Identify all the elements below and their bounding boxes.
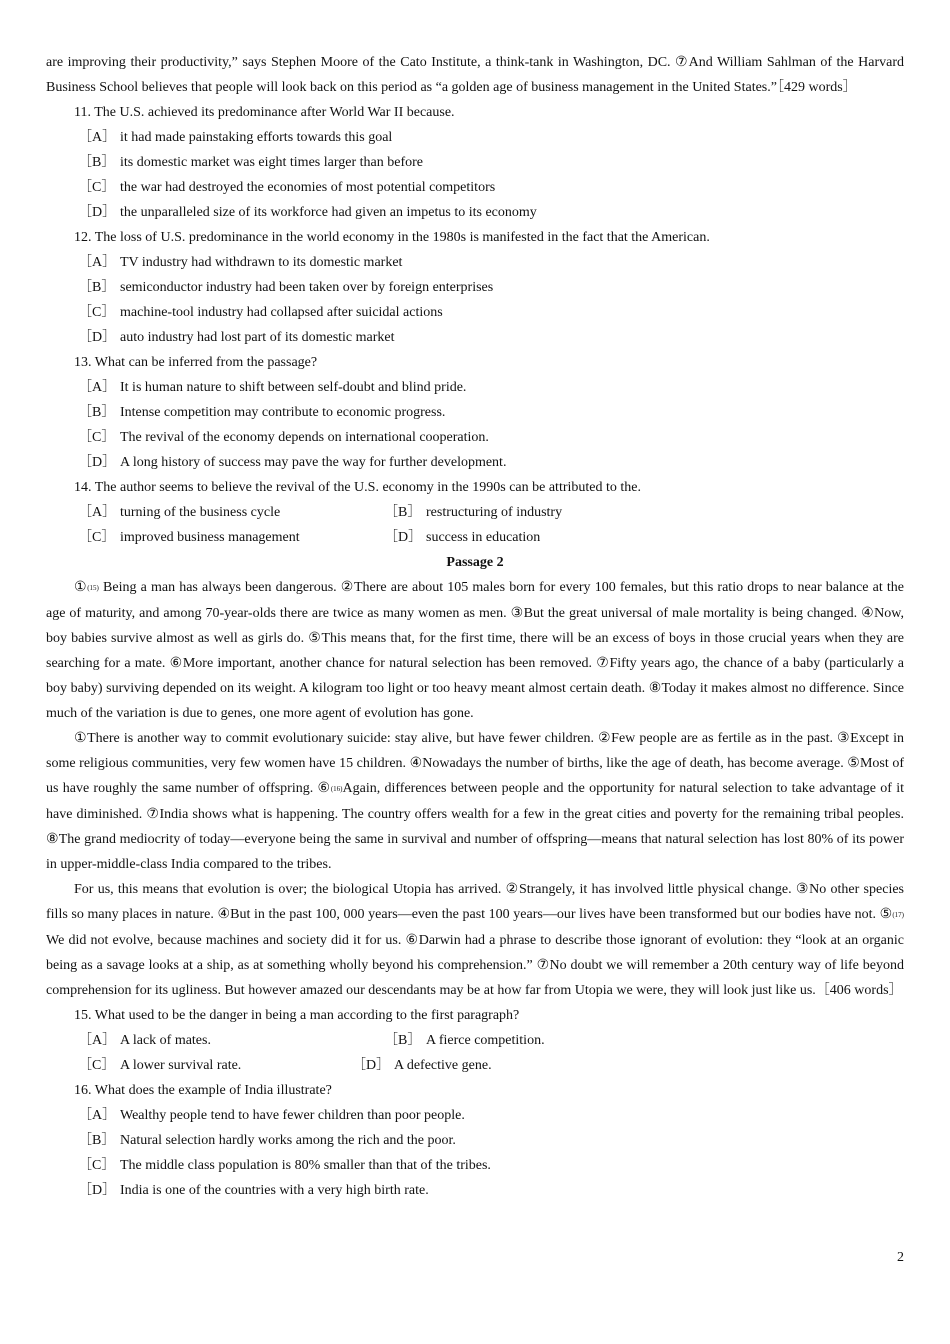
q11-option-d[interactable] xyxy=(46,200,904,225)
q13-option-a[interactable] xyxy=(46,375,904,400)
passage-2-paragraph-2 xyxy=(46,726,904,877)
q16-option-c[interactable] xyxy=(46,1153,904,1178)
option-mark: ［C］ xyxy=(78,180,116,195)
option-mark: ［C］ xyxy=(78,1058,116,1073)
q11-option-a[interactable] xyxy=(46,125,904,150)
question-14-stem: 14. The author seems to believe the revival of the U.S. economy in the 1990s can be attributed to the. xyxy=(74,480,641,495)
option-mark: ［A］ xyxy=(78,255,117,270)
option-mark: ［D］ xyxy=(78,205,117,220)
option-text: its domestic market was eight times larger than before xyxy=(120,155,423,170)
question-13-stem: 13. What can be inferred from the passage? xyxy=(74,355,318,370)
option-text: India is one of the countries with a very high birth rate. xyxy=(120,1183,429,1198)
page-number: 2 xyxy=(897,1250,904,1265)
option-text: Wealthy people tend to have fewer children than poor people. xyxy=(120,1108,465,1123)
q16-option-d[interactable] xyxy=(46,1178,904,1203)
option-text: A long history of success may pave the way for further development. xyxy=(120,455,507,470)
option-text: success in education xyxy=(426,530,541,545)
q15-options-row-2 xyxy=(46,1053,904,1078)
option-text: restructuring of industry xyxy=(426,505,563,520)
option-text: A lower survival rate. xyxy=(120,1058,242,1073)
option-text: The revival of the economy depends on international cooperation. xyxy=(120,430,489,445)
option-mark: ［B］ xyxy=(78,280,116,295)
para-text: ① xyxy=(74,580,88,595)
para-text: We did not evolve, because machines and society did it for us. ⑥Darwin had a phrase to describe those ignorant of evolution: they “look at an organic being as a savage looks at a ship, as at something wholly beyond his comprehension.” ⑦No doubt we will remember a 20th century way of life beyond comprehension for its ugliness. But however amazed our descendants may be at how far from Utopia we were, they will look just like us.［406 words］ xyxy=(46,933,904,998)
option-text: machine-tool industry had collapsed after suicidal actions xyxy=(120,305,443,320)
q11-option-b[interactable] xyxy=(46,150,904,175)
option-text: semiconductor industry had been taken over by foreign enterprises xyxy=(120,280,494,295)
passage-2-paragraph-3 xyxy=(46,877,904,1003)
question-16-stem: 16. What does the example of India illustrate? xyxy=(74,1083,332,1098)
option-mark: ［C］ xyxy=(78,530,116,545)
option-mark: ［D］ xyxy=(78,1183,117,1198)
option-mark: ［B］ xyxy=(384,1033,422,1048)
q13-option-b[interactable] xyxy=(46,400,904,425)
question-15-stem: 15. What used to be the danger in being a man according to the first paragraph? xyxy=(74,1008,520,1023)
para-text: For us, this means that evolution is over; the biological Utopia has arrived. ②Strangely, it has involved little physical change. ③No other species fills so many places in nature. ④But in the past 100, 000 years—even the past 100 years—our lives have been transformed but our bodies have not. ⑤ xyxy=(46,882,904,922)
option-mark: ［A］ xyxy=(78,505,117,520)
option-text: The middle class population is 80% smaller than that of the tribes. xyxy=(120,1158,491,1173)
option-mark: ［A］ xyxy=(78,1033,117,1048)
option-text: It is human nature to shift between self-doubt and blind pride. xyxy=(120,380,467,395)
q14-options-row-1 xyxy=(46,500,904,525)
q14-option-c[interactable] xyxy=(46,525,384,550)
option-text: TV industry had withdrawn to its domestic market xyxy=(120,255,403,270)
option-mark: ［B］ xyxy=(78,405,116,420)
para-text: ①There is another way to commit evolutionary suicide: stay alive, but have fewer children. ②Few people are as fertile as in the past. ③Except in some religious communities, very few women have 15 children. ④Nowadays the number of births, like the age of death, has become average. ⑤Most of us have roughly the same number of offspring. ⑥ xyxy=(46,731,904,796)
q14-option-b[interactable] xyxy=(384,500,562,525)
option-text: Intense competition may contribute to economic progress. xyxy=(120,405,446,420)
option-text: auto industry had lost part of its domestic market xyxy=(120,330,395,345)
q11-option-c[interactable] xyxy=(46,175,904,200)
para-text: Again, differences between people and the opportunity for natural selection to take advantage of it have diminished. ⑦India shows what is happening. The country offers wealth for a few in the great cities and poverty for the remaining tribal peoples. ⑧The grand mediocrity of today—everyone being the same in survival and number of offspring—means that natural selection has lost 80% of its power in upper-middle-class India compared to the tribes. xyxy=(46,781,904,872)
q12-option-d[interactable] xyxy=(46,325,904,350)
option-mark: ［A］ xyxy=(78,1108,117,1123)
option-mark: ［A］ xyxy=(78,380,117,395)
q12-option-b[interactable] xyxy=(46,275,904,300)
option-mark: ［D］ xyxy=(78,330,117,345)
option-text: it had made painstaking efforts towards this goal xyxy=(120,130,393,145)
q16-option-b[interactable] xyxy=(46,1128,904,1153)
option-text: turning of the business cycle xyxy=(120,505,281,520)
passage-2-paragraph-1 xyxy=(46,575,904,726)
option-mark: ［C］ xyxy=(78,305,116,320)
option-mark: ［A］ xyxy=(78,130,117,145)
option-mark: ［D］ xyxy=(78,455,117,470)
option-text: improved business management xyxy=(120,530,300,545)
question-11-stem: 11. The U.S. achieved its predominance after World War II because. xyxy=(74,105,455,120)
q15-options-row-1 xyxy=(46,1028,904,1053)
q13-option-c[interactable] xyxy=(46,425,904,450)
blank-number: (16) xyxy=(330,785,343,793)
question-12-stem: 12. The loss of U.S. predominance in the world economy in the 1980s is manifested in the fact that the American. xyxy=(74,230,710,245)
para-text: Being a man has always been dangerous. ②There are about 105 males born for every 100 females, but this ratio drops to near balance at the age of maturity, and among 70-year-olds there are twice as many women as men. ③But the great universal of male mortality is being changed. ④Now, boy babies survive almost as well as girls do. ⑤This means that, for the first time, there will be an excess of boys in those crucial years when they are searching for a mate. ⑥More important, another chance for natural selection has been removed. ⑦Fifty years ago, the chance of a baby (particularly a boy baby) surviving depended on its weight. A kilogram too light or too heavy meant almost certain death. ⑧Today it makes almost no difference. Since much of the variation is due to genes, one more agent of evolution has gone. xyxy=(46,580,904,721)
q12-option-a[interactable] xyxy=(46,250,904,275)
option-text: the war had destroyed the economies of most potential competitors xyxy=(120,180,496,195)
option-mark: ［D］ xyxy=(384,530,423,545)
q14-option-d[interactable] xyxy=(384,525,540,550)
option-mark: ［B］ xyxy=(384,505,422,520)
q14-option-a[interactable] xyxy=(46,500,384,525)
q15-option-b[interactable] xyxy=(384,1028,545,1053)
q15-option-d[interactable] xyxy=(352,1053,492,1078)
option-text: Natural selection hardly works among the rich and the poor. xyxy=(120,1133,456,1148)
q16-option-a[interactable] xyxy=(46,1103,904,1128)
passage-2-title: Passage 2 xyxy=(446,555,504,570)
q14-options-row-2 xyxy=(46,525,904,550)
option-text: A fierce competition. xyxy=(426,1033,545,1048)
option-text: A lack of mates. xyxy=(120,1033,211,1048)
option-mark: ［B］ xyxy=(78,155,116,170)
option-text: A defective gene. xyxy=(394,1058,492,1073)
page-body xyxy=(46,50,904,1203)
q13-option-d[interactable] xyxy=(46,450,904,475)
option-mark: ［C］ xyxy=(78,430,116,445)
option-text: the unparalleled size of its workforce had given an impetus to its economy xyxy=(120,205,537,220)
blank-number: (15) xyxy=(87,584,99,592)
option-mark: ［D］ xyxy=(352,1058,391,1073)
blank-number: (17) xyxy=(892,911,904,919)
option-mark: ［C］ xyxy=(78,1158,116,1173)
q15-option-c[interactable] xyxy=(46,1053,352,1078)
q15-option-a[interactable] xyxy=(46,1028,384,1053)
passage1-tail: are improving their productivity,” says Stephen Moore of the Cato Institute, a think-tank in Washington, DC. ⑦And William Sahlman of the Harvard Business School believes that people will look back on this period as “a golden age of business management in the United States.”［429 words］ xyxy=(46,55,904,95)
q12-option-c[interactable] xyxy=(46,300,904,325)
option-mark: ［B］ xyxy=(78,1133,116,1148)
